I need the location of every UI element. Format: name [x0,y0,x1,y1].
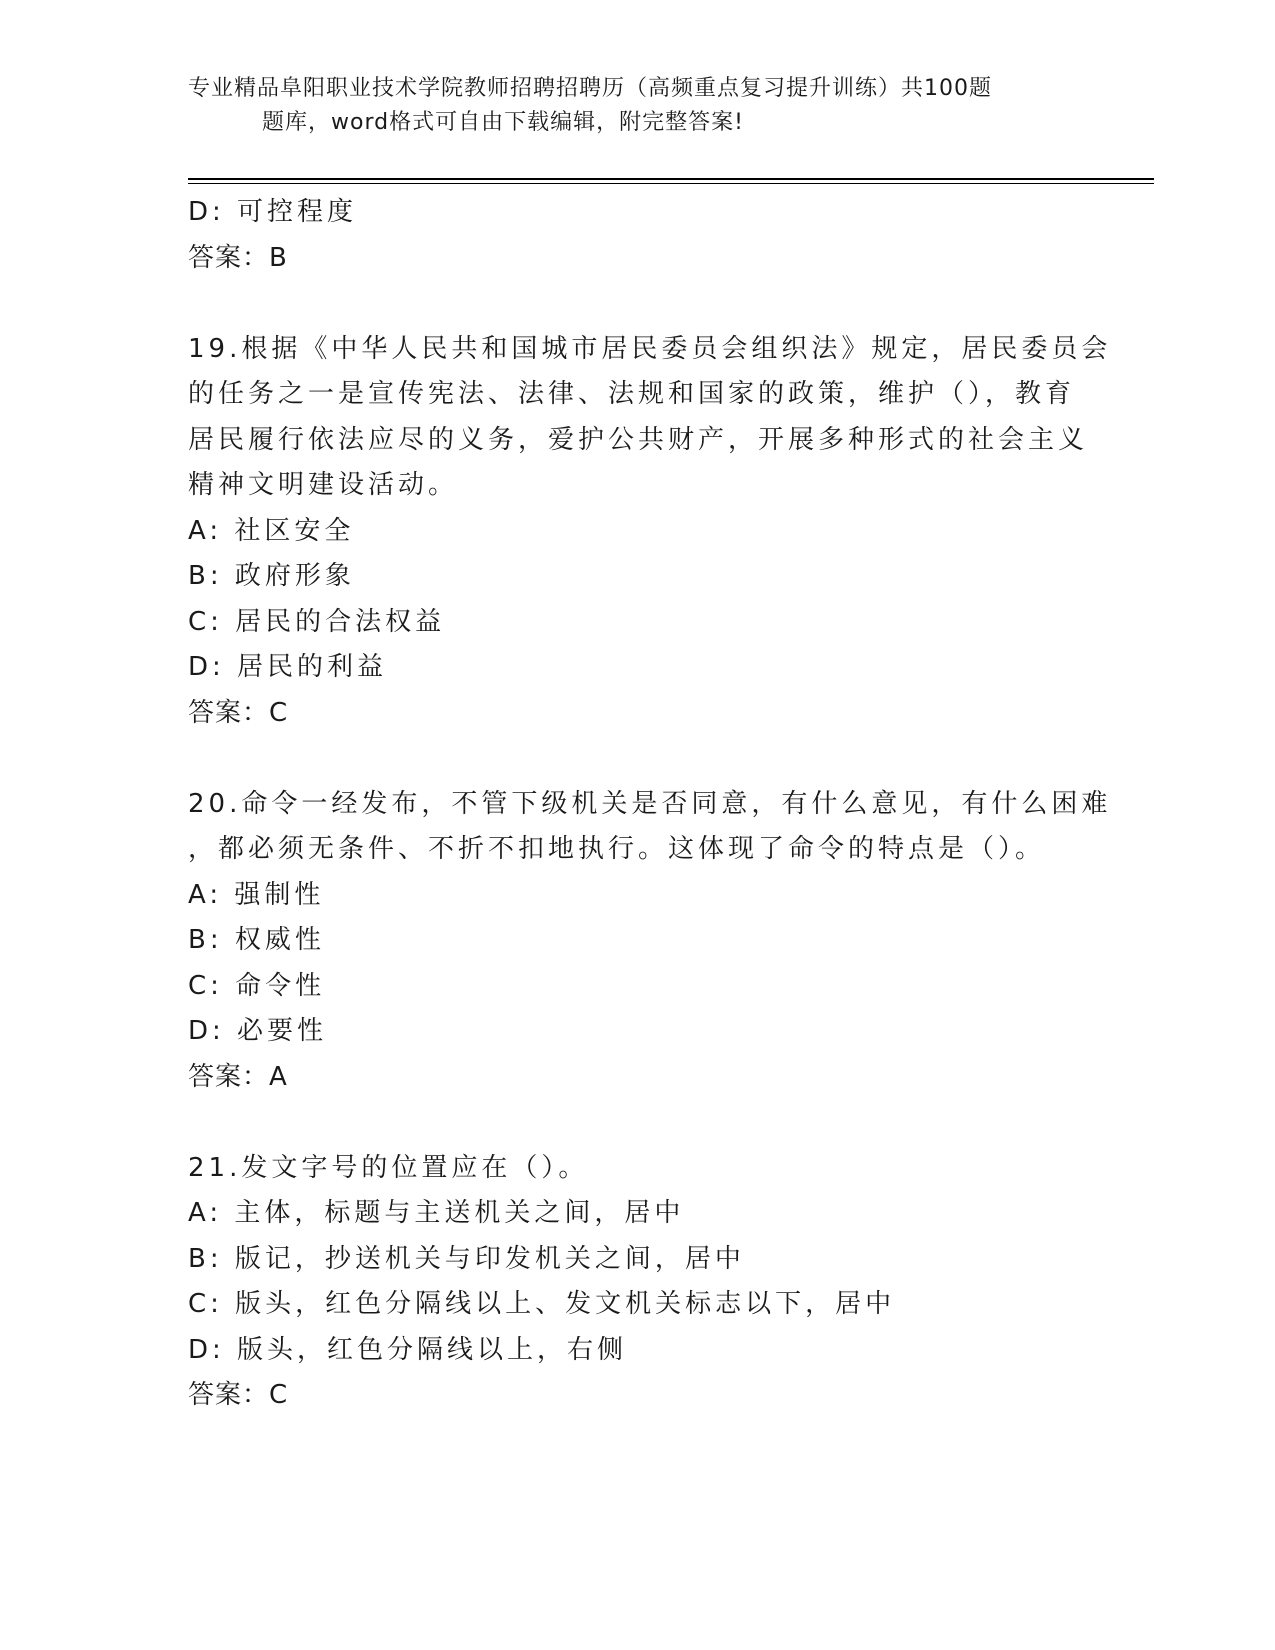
question-stem-line: 居民履行依法应尽的义务，爱护公共财产，开展多种形式的社会主义 [188,424,1089,455]
question-stem-line: 21.发文字号的位置应在（）。 [188,1152,589,1183]
option-a: A: 社区安全 [188,515,355,546]
question-19 [188,327,1112,737]
question-stem-line: 20.命令一经发布，不管下级机关是否同意，有什么意见，有什么困难 [188,788,1112,819]
option-d: D: 版头，红色分隔线以上，右侧 [188,1334,628,1365]
option-b: B: 政府形象 [188,561,355,591]
option-c: C: 版头，红色分隔线以上、发文机关标志以下，居中 [188,1289,896,1319]
header-line-2: 题库，word格式可自由下载编辑，附完整答案! [262,110,744,135]
option-c: C: 命令性 [188,970,326,1001]
header-divider-thick [188,178,1154,180]
option-b: B: 版记，抄送机关与印发机关之间，居中 [188,1243,745,1274]
question-20 [188,782,1112,1101]
document-body [188,190,1112,1419]
option-d: D: 居民的利益 [188,652,388,682]
question-21 [188,1146,1088,1419]
option-d: D: 必要性 [188,1016,328,1046]
question-stem-line: 精神文明建设活动。 [188,470,459,500]
question-18-tail [188,190,1088,281]
answer: 答案：C [188,1380,289,1410]
option-d: D: 可控程度 [188,197,358,227]
answer: 答案：C [188,697,289,728]
document-header [188,72,1088,140]
question-stem-line: ，都必须无条件、不折不扣地执行。这体现了命令的特点是（）。 [188,834,1046,864]
header-line-1: 专业精品阜阳职业技术学院教师招聘招聘历（高频重点复习提升训练）共100题 [188,76,992,101]
option-a: A: 主体，标题与主送机关之间，居中 [188,1198,685,1228]
option-c: C: 居民的合法权益 [188,606,446,637]
answer: 答案：B [188,242,288,273]
option-b: B: 权威性 [188,925,325,955]
question-stem-line: 19.根据《中华人民共和国城市居民委员会组织法》规定，居民委员会 [188,333,1112,364]
question-stem-line: 的任务之一是宣传宪法、法律、法规和国家的政策，维护（），教育 [188,379,1076,409]
header-divider-thin [188,183,1154,184]
option-a: A: 强制性 [188,879,325,910]
answer: 答案：A [188,1061,288,1092]
